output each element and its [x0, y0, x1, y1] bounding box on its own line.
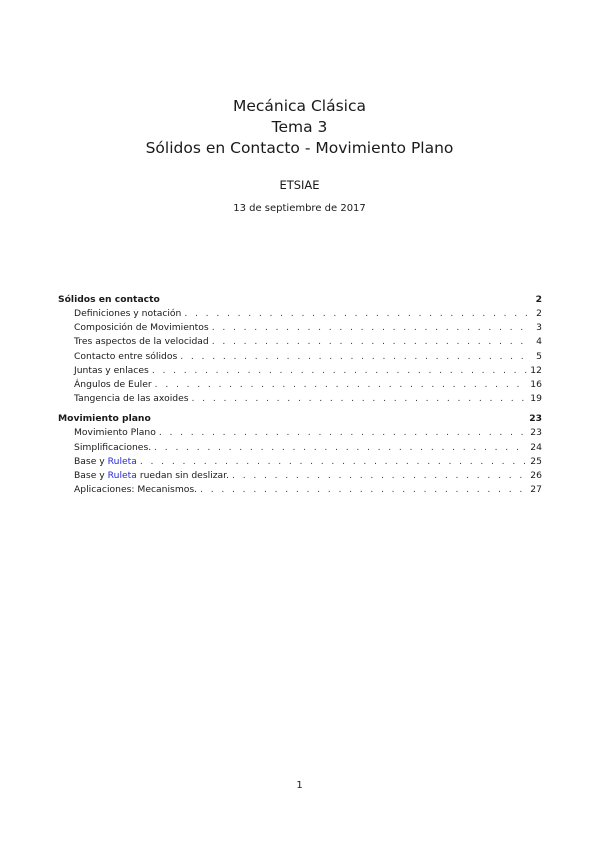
page-number: 1 [296, 780, 303, 791]
toc-entry-label: Ángulos de Euler [74, 378, 152, 390]
toc-entry[interactable] [58, 378, 542, 392]
toc-section-label: Movimiento plano [58, 413, 151, 425]
document-title [0, 96, 599, 159]
toc-entry[interactable] [58, 350, 542, 364]
toc-entry[interactable] [58, 483, 542, 497]
dot-leader [232, 469, 527, 483]
toc-entry-page: 2 [536, 308, 542, 319]
toc-entry-label: Movimiento Plano [74, 427, 156, 439]
dot-leader [192, 392, 527, 406]
toc-section-label: Sólidos en contacto [58, 294, 160, 305]
dot-leader [200, 483, 527, 497]
toc-section-page: 2 [535, 294, 542, 305]
toc-entry[interactable] [58, 455, 542, 469]
toc-entry-page: 24 [530, 441, 542, 453]
dot-leader [212, 321, 527, 335]
toc-section-movimiento-plano[interactable] [58, 412, 542, 426]
toc-entry-page: 4 [536, 336, 542, 348]
toc-entry[interactable] [58, 321, 542, 335]
date: 13 de septiembre de 2017 [233, 203, 366, 214]
toc-entry-label-base: Base y [74, 455, 105, 467]
dot-leader [140, 455, 527, 469]
toc-entry-label: Contacto entre sólidos [74, 350, 178, 362]
toc-entry-label: Tres aspectos de la velocidad [74, 336, 209, 348]
toc-entry[interactable] [58, 426, 542, 440]
toc-entry[interactable] [58, 335, 542, 349]
dot-leader [152, 364, 527, 378]
dot-leader [184, 307, 527, 321]
toc-entry-label: Simplificaciones. [74, 441, 152, 453]
ruleta-link[interactable]: Ruleta [107, 455, 137, 467]
toc-entry-page: 25 [530, 455, 542, 467]
toc-entry-label [74, 455, 137, 469]
dot-leader [154, 441, 527, 455]
table-of-contents [58, 293, 542, 497]
toc-entry-page: 23 [530, 427, 542, 439]
toc-entry-label-base: Base y [74, 469, 105, 481]
toc-entry[interactable] [58, 307, 542, 321]
topic-number: Tema 3 [271, 118, 328, 136]
topic-title: Sólidos en Contacto - Movimiento Plano [145, 139, 454, 157]
toc-entry-page: 3 [536, 322, 542, 334]
toc-entry-page: 19 [530, 393, 542, 405]
dot-leader [180, 350, 527, 364]
toc-entry[interactable] [58, 392, 542, 406]
dot-leader [155, 378, 527, 392]
toc-entry[interactable] [58, 441, 542, 455]
toc-entry-label: Aplicaciones: Mecanismos. [74, 484, 198, 496]
author: ETSIAE [279, 178, 320, 192]
toc-entry-label: Tangencia de las axoides [74, 393, 189, 405]
ruleta-link[interactable]: Ruleta [107, 469, 137, 481]
toc-entry-page: 27 [530, 484, 542, 496]
dot-leader [212, 335, 527, 349]
toc-entry-page: 26 [530, 469, 542, 481]
toc-section-solidos[interactable] [58, 293, 542, 307]
toc-entry-label: Juntas y enlaces [74, 364, 149, 376]
toc-entry[interactable] [58, 469, 542, 483]
course-title: Mecánica Clásica [232, 97, 367, 115]
toc-entry[interactable] [58, 364, 542, 378]
toc-entry-label-rest: ruedan sin deslizar. [139, 469, 230, 481]
dot-leader [159, 426, 527, 440]
toc-entry-label [74, 469, 229, 483]
toc-entry-page: 12 [530, 364, 542, 376]
toc-section-page: 23 [529, 413, 542, 425]
toc-entry-page: 5 [536, 350, 542, 362]
toc-entry-page: 16 [530, 378, 542, 390]
toc-entry-label: Definiciones y notación [74, 308, 182, 319]
toc-entry-label: Composición de Movimientos [74, 322, 209, 334]
